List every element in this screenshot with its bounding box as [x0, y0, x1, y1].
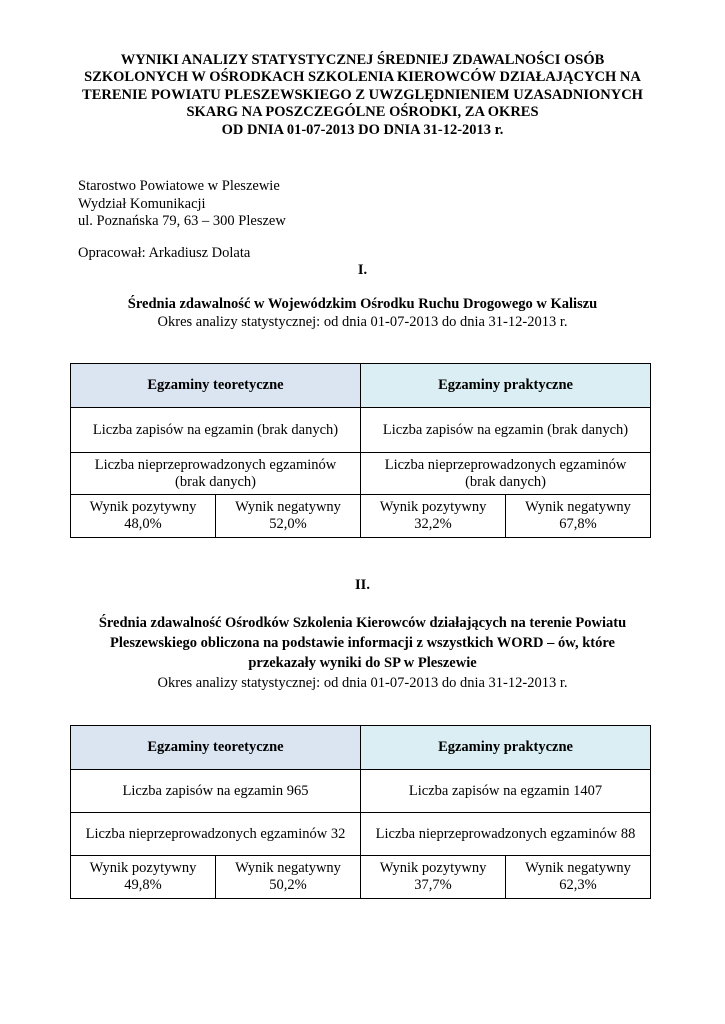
s2-theory-negative-value: 50,2% — [269, 877, 307, 893]
s1-theory-positive-label: Wynik pozytywny — [89, 499, 197, 515]
s2-practice-positive-label: Wynik pozytywny — [379, 860, 487, 876]
s2-theory-positive-label: Wynik pozytywny — [89, 860, 197, 876]
s1-theory-positive-value: 48,0% — [124, 516, 162, 532]
s1-practice-not-held-line-2: (brak danych) — [465, 473, 546, 490]
s1-practice-not-held — [361, 453, 651, 495]
section-2-heading-line-2: Pleszewskiego obliczona na podstawie informacji z wszystkich WORD – ów, które — [110, 635, 615, 651]
s1-practice-negative-value: 67,8% — [559, 516, 597, 532]
address-line-2: Wydział Komunikacji — [78, 195, 206, 212]
s1-theory-not-held — [71, 453, 361, 495]
author-line: Opracował: Arkadiusz Dolata — [78, 245, 251, 261]
s2-practice-not-held: Liczba nieprzeprowadzonych egzaminów 88 — [361, 813, 651, 856]
s2-theory-header: Egzaminy teoretyczne — [71, 726, 361, 770]
s1-theory-positive — [71, 495, 216, 538]
s1-practice-not-held-line-1: Liczba nieprzeprowadzonych egzaminów — [384, 456, 627, 473]
s1-theory-not-held-line-1: Liczba nieprzeprowadzonych egzaminów — [94, 456, 337, 473]
s2-practice-registrations: Liczba zapisów na egzamin 1407 — [361, 770, 651, 813]
address-line-3: ul. Poznańska 79, 63 – 300 Pleszew — [78, 213, 286, 229]
s2-practice-header: Egzaminy praktyczne — [361, 726, 651, 770]
section-1-number: I. — [357, 262, 368, 278]
s1-practice-positive-label: Wynik pozytywny — [379, 499, 487, 515]
section-1-heading: Średnia zdawalność w Wojewódzkim Ośrodku Ruchu Drogowego w Kaliszu — [127, 296, 598, 312]
s1-practice-header: Egzaminy praktyczne — [361, 364, 651, 408]
s2-practice-negative-value: 62,3% — [559, 877, 597, 893]
title-line-1: WYNIKI ANALIZY STATYSTYCZNEJ ŚREDNIEJ ZDAWALNOŚCI OSÓB — [120, 52, 605, 68]
s2-theory-registrations: Liczba zapisów na egzamin 965 — [71, 770, 361, 813]
s1-practice-negative — [506, 495, 651, 538]
document-title — [70, 52, 655, 139]
s1-practice-positive — [361, 495, 506, 538]
s1-theory-negative-value: 52,0% — [269, 516, 307, 532]
s1-theory-registrations: Liczba zapisów na egzamin (brak danych) — [71, 408, 361, 453]
section-2-heading-line-3: przekazały wyniki do SP w Pleszewie — [248, 655, 477, 671]
section-2-period: Okres analizy statystycznej: od dnia 01-07-2013 do dnia 31-12-2013 r. — [157, 675, 568, 691]
section-2-table — [70, 725, 651, 899]
title-line-4: SKARG NA POSZCZEGÓLNE OŚRODKI, ZA OKRES — [186, 104, 539, 121]
title-line-2: SZKOLONYCH W OŚRODKACH SZKOLENIA KIEROWCÓW DZIAŁAJĄCYCH NA — [84, 69, 641, 86]
section-1-header — [60, 295, 665, 331]
address-line-1: Starostwo Powiatowe w Pleszewie — [78, 178, 280, 194]
s2-theory-negative-label: Wynik negatywny — [235, 860, 341, 876]
section-2-heading-line-1: Średnia zdawalność Ośrodków Szkolenia Kierowców działających na terenie Powiatu — [98, 615, 627, 631]
s1-theory-not-held-line-2: (brak danych) — [175, 473, 256, 490]
s2-practice-negative-label: Wynik negatywny — [525, 860, 631, 876]
s2-theory-not-held: Liczba nieprzeprowadzonych egzaminów 32 — [71, 813, 361, 856]
s1-practice-negative-label: Wynik negatywny — [525, 499, 631, 515]
section-1-period: Okres analizy statystycznej: od dnia 01-07-2013 do dnia 31-12-2013 r. — [157, 314, 568, 330]
s2-theory-negative — [216, 856, 361, 899]
s1-theory-negative-label: Wynik negatywny — [235, 499, 341, 515]
s2-practice-positive — [361, 856, 506, 899]
s1-practice-positive-value: 32,2% — [414, 516, 452, 532]
s2-practice-negative — [506, 856, 651, 899]
address-block — [78, 178, 286, 231]
s2-theory-positive-value: 49,8% — [124, 877, 162, 893]
title-line-3: TERENIE POWIATU PLESZEWSKIEGO Z UWZGLĘDNIENIEM UZASADNIONYCH — [82, 86, 643, 103]
section-2-number: II. — [355, 577, 370, 593]
title-line-5: OD DNIA 01-07-2013 DO DNIA 31-12-2013 r. — [221, 121, 504, 138]
section-1-table — [70, 363, 651, 538]
section-2-header — [60, 613, 665, 693]
s1-theory-negative — [216, 495, 361, 538]
s1-practice-registrations: Liczba zapisów na egzamin (brak danych) — [361, 408, 651, 453]
s1-theory-header: Egzaminy teoretyczne — [71, 364, 361, 408]
s2-theory-positive — [71, 856, 216, 899]
s2-practice-positive-value: 37,7% — [414, 877, 452, 893]
